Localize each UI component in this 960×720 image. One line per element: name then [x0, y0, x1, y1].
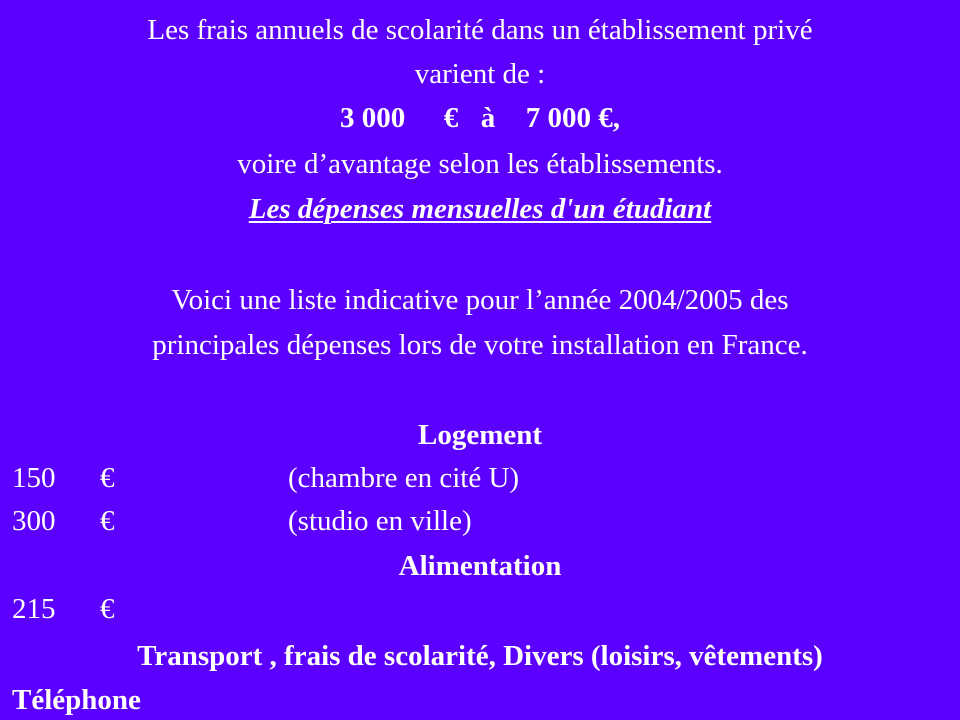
logement-heading: Logement: [417, 419, 543, 451]
logement-item-2: [12, 503, 472, 539]
price-to-word: à: [480, 102, 496, 134]
logement-currency-1: €: [100, 462, 115, 494]
other-expenses-heading: Transport , frais de scolarité, Divers (loisirs, vêtements): [137, 640, 823, 672]
logement-currency-2: €: [100, 505, 115, 537]
price-to: 7 000 €,: [525, 102, 620, 134]
intro-line-2: varient de :: [414, 58, 546, 90]
logement-amount-1: 150: [12, 462, 56, 494]
price-range: [0, 100, 960, 136]
description-line-2: principales dépenses lors de votre installation en France.: [152, 329, 808, 361]
alimentation-heading: Alimentation: [398, 550, 562, 582]
alimentation-amount: 215: [12, 593, 56, 625]
intro-line-1: Les frais annuels de scolarité dans un établissement privé: [147, 14, 813, 46]
logement-label-2: (studio en ville): [288, 505, 472, 537]
description-line-1: Voici une liste indicative pour l’année 2004/2005 des: [171, 284, 789, 316]
alimentation-currency: €: [100, 593, 115, 625]
section-title-row: [0, 191, 960, 227]
telephone-heading: Téléphone: [12, 684, 141, 716]
alimentation-item: [12, 591, 115, 627]
logement-amount-2: 300: [12, 505, 56, 537]
logement-item-1: [12, 460, 519, 496]
section-title: Les dépenses mensuelles d'un étudiant: [248, 193, 712, 225]
intro-line-4: voire d’avantage selon les établissements.: [237, 148, 723, 180]
price-from: 3 000: [340, 102, 406, 134]
price-currency: €: [443, 102, 459, 134]
logement-label-1: (chambre en cité U): [288, 462, 520, 494]
